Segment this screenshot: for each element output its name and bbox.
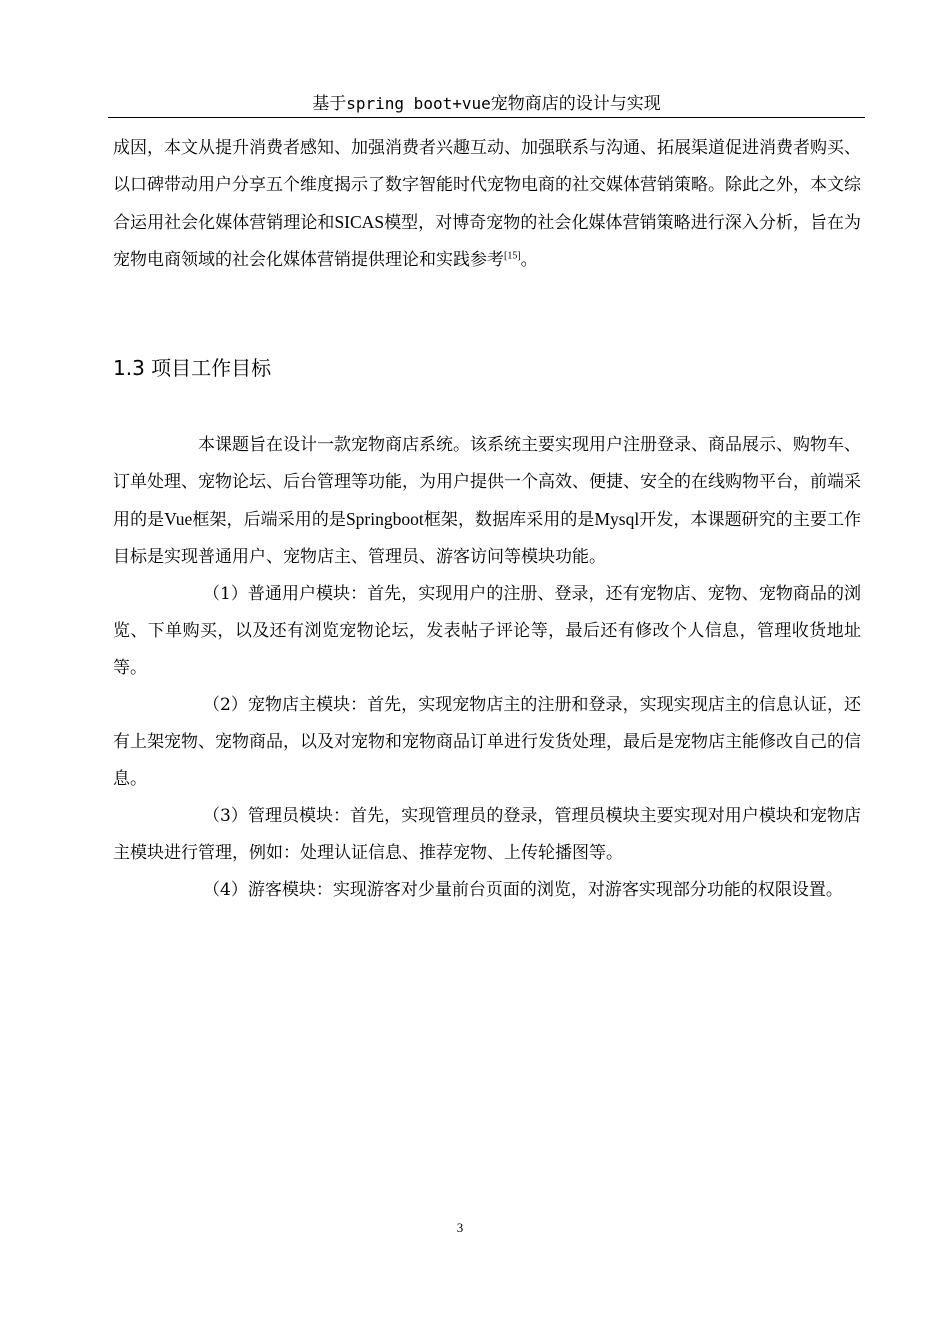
module-user-paragraph: （1）普通用户模块：首先，实现用户的注册、登录，还有宠物店、宠物、宠物商品的浏览、下单购买，以及还有浏览宠物论坛，发表帖子评论等，最后还有修改个人信息，管理收货地址等。 bbox=[113, 584, 861, 678]
header-prefix: 基于 bbox=[312, 94, 347, 114]
continuation-text-2: 模型，对博奇宠物的社会化媒体营销策略进行深入分析，旨在为宠物电商领域的社会化媒体营销提供理论和实践参考 bbox=[113, 213, 862, 270]
continuation-text-1: 成因，本文从提升消费者感知、加强消费者兴趣互动、加强联系与沟通、拓展渠道促进消费者购买、以口碑带动用户分享五个维度揭示了数字智能时代宠物电商的社交媒体营销策略。除此之外，本文综合运用社会化媒体营销理论和 bbox=[113, 138, 861, 233]
intro-mysql: Mysql bbox=[594, 509, 640, 529]
header-tech: spring boot+vue bbox=[346, 94, 491, 113]
intro-springboot: Springboot bbox=[345, 509, 424, 529]
citation-marker: [15] bbox=[504, 250, 521, 262]
intro-paragraph bbox=[113, 427, 861, 576]
module-admin-paragraph: （3）管理员模块：首先，实现管理员的登录，管理员模块主要实现对用户模块和宠物店主模块进行管理，例如：处理认证信息、推荐宠物、上传轮播图等。 bbox=[113, 806, 861, 863]
body-block bbox=[113, 427, 861, 909]
page-number: 3 bbox=[456, 1220, 464, 1235]
running-header bbox=[108, 93, 865, 115]
continuation-block bbox=[113, 130, 861, 279]
continuation-paragraph bbox=[113, 130, 861, 279]
continuation-model: SICAS bbox=[334, 212, 385, 232]
header-suffix: 宠物商店的设计与实现 bbox=[490, 94, 661, 114]
intro-text-4: 开发，本课题研究的主要工作目标是实现普通用户、宠物店主、管理员、游客访问等模块功能。 bbox=[113, 510, 862, 567]
intro-text-3: 框架，数据库采用的是 bbox=[423, 510, 595, 530]
continuation-end: 。 bbox=[520, 250, 538, 270]
intro-text-1: 本课题旨在设计一款宠物商店系统。该系统主要实现用户注册登录、商品展示、购物车、订单处理、宠物论坛、后台管理等功能，为用户提供一个高效、便捷、安全的在线购物平台，前端采用的是 bbox=[113, 435, 861, 530]
module-guest-paragraph: （4）游客模块：实现游客对少量前台页面的浏览，对游客实现部分功能的权限设置。 bbox=[203, 880, 843, 900]
section-heading: 1.3 项目工作目标 bbox=[113, 356, 272, 380]
intro-vue: Vue bbox=[164, 509, 193, 529]
intro-text-2: 框架，后端采用的是 bbox=[192, 510, 346, 530]
header-rule bbox=[108, 117, 865, 118]
module-shop-owner-paragraph: （2）宠物店主模块：首先，实现宠物店主的注册和登录，实现实现店主的信息认证，还有上架宠物、宠物商品，以及对宠物和宠物商品订单进行发货处理，最后是宠物店主能修改自己的信息。 bbox=[113, 695, 861, 789]
